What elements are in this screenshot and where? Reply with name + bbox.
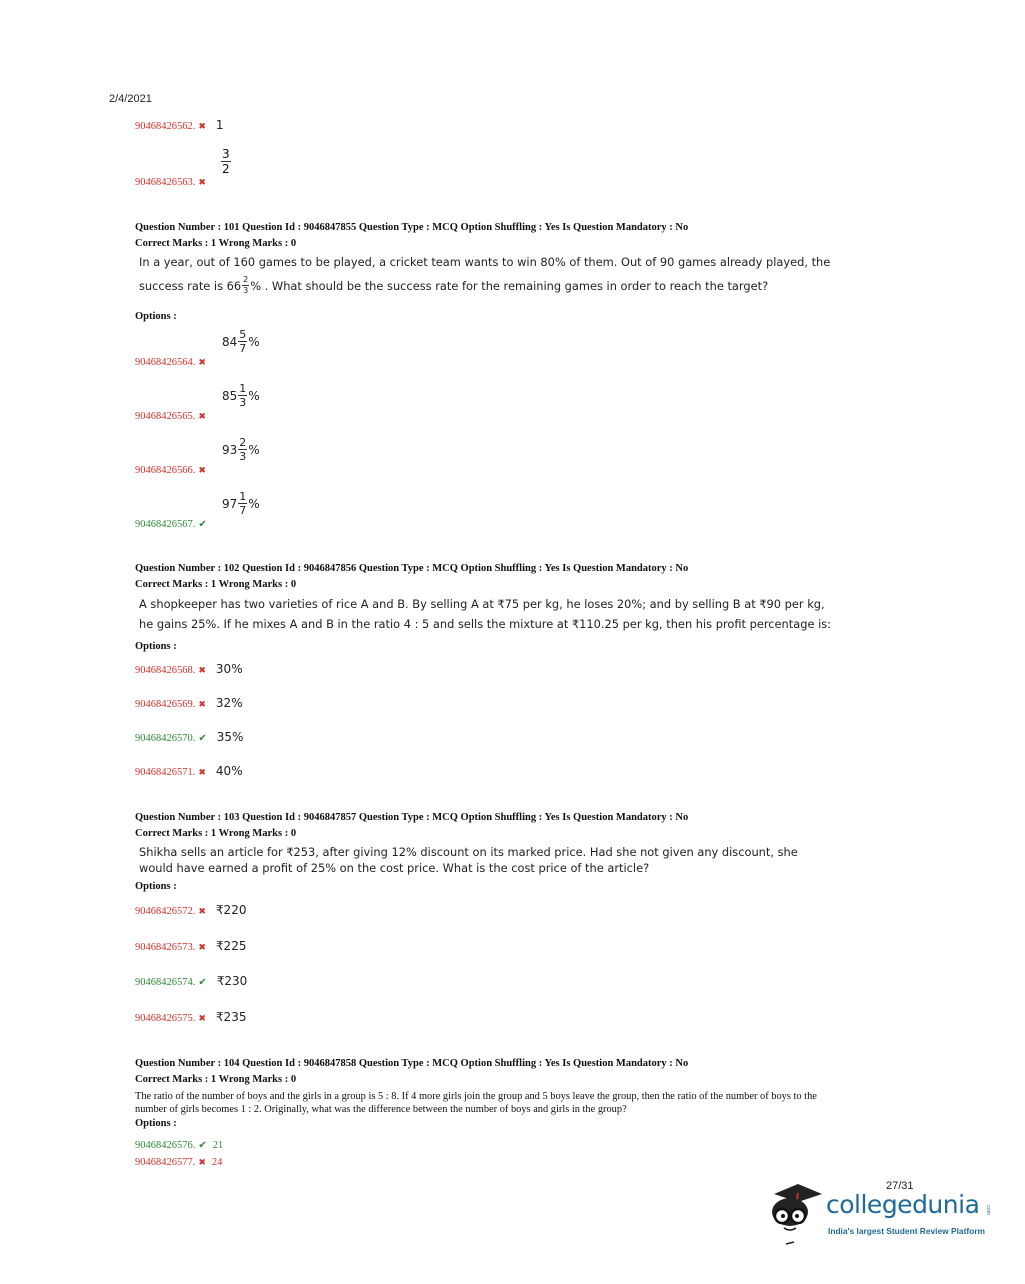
option-value: ₹225 — [215, 939, 247, 953]
wrong-mark-icon: ✖ — [198, 357, 206, 367]
option-value: 40% — [215, 764, 243, 778]
option-value — [222, 383, 260, 408]
mixed-whole: 93 — [222, 442, 238, 457]
option-row — [135, 116, 224, 134]
wrong-mark-icon: ✖ — [198, 121, 206, 131]
fraction-denominator: 3 — [239, 450, 247, 463]
option-row — [135, 901, 246, 919]
question-marks: Correct Marks : 1 Wrong Marks : 0 — [135, 828, 297, 839]
options-label: Options : — [135, 311, 177, 322]
question-text: The ratio of the number of boys and the girls in a group is 5 : 8. If 4 more girls join the group and 5 boys leave the group, then the ratio of the number of boys to the — [135, 1091, 817, 1102]
option-id: 90468426569. — [135, 699, 196, 710]
question-text: Shikha sells an article for ₹253, after giving 12% discount on its marked price. Had she not given any discount, she — [139, 845, 798, 859]
percent-sign: % — [248, 388, 260, 403]
option-id: 90468426576. — [135, 1140, 196, 1151]
correct-mark-icon: ✔ — [198, 519, 207, 530]
wrong-mark-icon: ✖ — [198, 411, 206, 421]
mixed-whole: 84 — [222, 334, 238, 349]
wrong-mark-icon: ✖ — [198, 1013, 206, 1023]
fraction-numerator: 1 — [239, 490, 247, 503]
wrong-mark-icon: ✖ — [198, 1157, 206, 1167]
wrong-mark-icon: ✖ — [198, 942, 206, 952]
option-id: 90468426575. — [135, 1013, 196, 1024]
option-id: 90468426566. — [135, 465, 196, 476]
option-id: 90468426577. — [135, 1157, 196, 1168]
fraction-numerator: 1 — [239, 382, 247, 395]
correct-mark-icon: ✔ — [198, 1140, 207, 1151]
question-text: would have earned a profit of 25% on the cost price. What is the cost price of the article? — [139, 861, 650, 875]
mixed-whole: 97 — [222, 496, 238, 511]
option-row — [135, 1152, 222, 1170]
fraction-numerator: 2 — [243, 275, 249, 284]
print-date: 2/4/2021 — [109, 93, 152, 105]
wrong-mark-icon: ✖ — [198, 465, 206, 475]
option-fraction — [221, 148, 231, 175]
option-value — [222, 329, 260, 354]
question-text: he gains 25%. If he mixes A and B in the ratio 4 : 5 and sells the mixture at ₹110.25 per kg, then his profit percentage is: — [139, 617, 832, 631]
option-id: 90468426570. — [135, 733, 196, 744]
wrong-mark-icon: ✖ — [198, 177, 206, 187]
option-value: ₹220 — [215, 903, 247, 917]
mixed-whole: 85 — [222, 388, 238, 403]
option-id: 90468426562. — [135, 121, 196, 132]
question-text-part: % . What should be the success rate for the remaining games in order to reach the target? — [250, 278, 769, 293]
wrong-mark-icon: ✖ — [198, 699, 206, 709]
wrong-mark-icon: ✖ — [198, 906, 206, 916]
wrong-mark-icon: ✖ — [198, 767, 206, 777]
options-label: Options : — [135, 881, 177, 892]
brand-name: collegedunia — [826, 1190, 980, 1219]
option-value: ₹230 — [216, 974, 248, 988]
option-id: 90468426565. — [135, 411, 196, 422]
question-text: In a year, out of 160 games to be played, a cricket team wants to win 80% of them. Out of 90 games already played, the — [139, 255, 831, 269]
option-row — [135, 660, 243, 678]
options-label: Options : — [135, 641, 177, 652]
fraction-denominator: 3 — [239, 396, 247, 409]
page-number: 27/31 — [886, 1180, 914, 1192]
wrong-mark-icon: ✖ — [198, 665, 206, 675]
question-meta: Question Number : 102 Question Id : 9046847856 Question Type : MCQ Option Shuffling : Yes Is Question Mandatory : No — [135, 563, 689, 574]
question-marks: Correct Marks : 1 Wrong Marks : 0 — [135, 579, 297, 590]
option-value: 21 — [212, 1140, 224, 1151]
option-value: 30% — [215, 662, 243, 676]
option-id: 90468426572. — [135, 906, 196, 917]
option-row — [135, 1008, 246, 1026]
option-id: 90468426564. — [135, 357, 196, 368]
correct-mark-icon: ✔ — [198, 733, 207, 744]
option-row — [135, 460, 206, 478]
question-text: number of girls becomes 1 : 2. Originally, what was the difference between the number of boys and girls in the group? — [135, 1104, 627, 1115]
question-meta: Question Number : 104 Question Id : 9046847858 Question Type : MCQ Option Shuffling : Yes Is Question Mandatory : No — [135, 1058, 689, 1069]
option-row — [135, 972, 247, 990]
option-row — [135, 694, 243, 712]
options-label: Options : — [135, 1118, 177, 1129]
option-value: 24 — [211, 1157, 223, 1168]
option-value: 35% — [216, 730, 244, 744]
option-value: 1 — [215, 118, 224, 132]
fraction-denominator: 2 — [222, 162, 230, 176]
option-id: 90468426563. — [135, 177, 196, 188]
option-value — [222, 491, 260, 516]
option-row — [135, 172, 206, 190]
question-text-part: success rate is 66 — [139, 278, 242, 293]
question-meta: Question Number : 103 Question Id : 9046847857 Question Type : MCQ Option Shuffling : Yes Is Question Mandatory : No — [135, 812, 689, 823]
question-text: A shopkeeper has two varieties of rice A and B. By selling A at ₹75 per kg, he loses 20%; and by selling B at ₹90 per kg, — [139, 597, 825, 611]
option-id: 90468426571. — [135, 767, 196, 778]
question-text — [139, 276, 768, 295]
option-row — [135, 728, 243, 746]
fraction-numerator: 2 — [239, 436, 247, 449]
option-value — [222, 437, 260, 462]
option-row — [135, 762, 243, 780]
question-marks: Correct Marks : 1 Wrong Marks : 0 — [135, 1074, 297, 1085]
fraction-numerator: 5 — [239, 328, 247, 341]
option-id: 90468426567. — [135, 519, 196, 530]
correct-mark-icon: ✔ — [198, 977, 207, 988]
option-value: 32% — [215, 696, 243, 710]
option-value: ₹235 — [215, 1010, 247, 1024]
question-meta: Question Number : 101 Question Id : 9046847855 Question Type : MCQ Option Shuffling : Yes Is Question Mandatory : No — [135, 222, 689, 233]
mascot-icon — [766, 1176, 826, 1248]
option-row — [135, 1135, 223, 1153]
fraction-numerator: 3 — [222, 147, 230, 161]
option-row — [135, 514, 207, 532]
question-marks: Correct Marks : 1 Wrong Marks : 0 — [135, 238, 297, 249]
brand-tagline: India's largest Student Review Platform — [828, 1226, 985, 1236]
percent-sign: % — [248, 496, 260, 511]
brand-suffix: .com — [985, 1204, 991, 1215]
option-row — [135, 406, 206, 424]
fraction-denominator: 3 — [243, 286, 249, 295]
option-id: 90468426573. — [135, 942, 196, 953]
percent-sign: % — [248, 334, 260, 349]
option-id: 90468426568. — [135, 665, 196, 676]
fraction-denominator: 7 — [239, 504, 247, 517]
fraction-denominator: 7 — [239, 342, 247, 355]
option-id: 90468426574. — [135, 977, 196, 988]
option-row — [135, 937, 246, 955]
option-row — [135, 352, 206, 370]
percent-sign: % — [248, 442, 260, 457]
brand-logo — [766, 1176, 996, 1248]
